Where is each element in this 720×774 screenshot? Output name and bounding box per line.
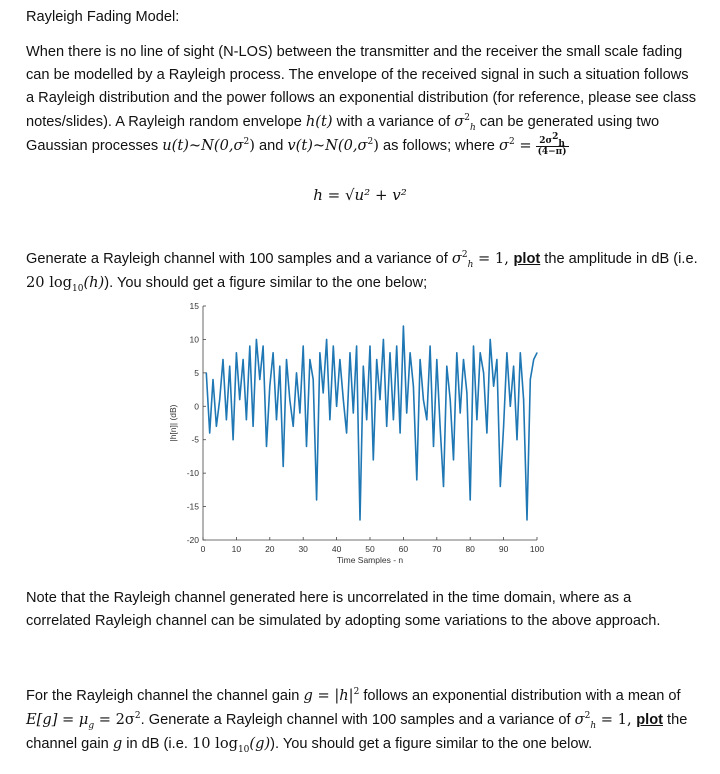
data-point bbox=[409, 352, 410, 353]
data-point bbox=[399, 432, 400, 433]
data-point bbox=[393, 419, 394, 420]
data-point bbox=[266, 446, 267, 447]
x-tick-label: 30 bbox=[298, 544, 308, 554]
data-point bbox=[346, 432, 347, 433]
data-point bbox=[216, 426, 217, 427]
data-point bbox=[473, 346, 474, 347]
data-point bbox=[430, 346, 431, 347]
data-point bbox=[420, 359, 421, 360]
data-point bbox=[279, 366, 280, 367]
data-point bbox=[480, 352, 481, 353]
data-point bbox=[446, 366, 447, 367]
data-point bbox=[516, 439, 517, 440]
data-point bbox=[523, 399, 524, 400]
data-point bbox=[466, 392, 467, 393]
data-point bbox=[496, 359, 497, 360]
data-point bbox=[239, 399, 240, 400]
data-point bbox=[333, 346, 334, 347]
data-point bbox=[269, 386, 270, 387]
data-point bbox=[373, 459, 374, 460]
data-point bbox=[433, 446, 434, 447]
data-point bbox=[440, 426, 441, 427]
y-tick-label: -20 bbox=[186, 535, 199, 545]
data-point bbox=[426, 419, 427, 420]
data-point bbox=[369, 346, 370, 347]
paragraph-task-gain: For the Rayleigh channel the channel gain $g = |h|^2$ follows an exponential distribution with a mean of $E[g] = \mu_g = 2\sigma^2$. Generate a Rayleigh channel with 100 samples and a variance of $\sigma^2_h = 1$, plot the channel gain g in dB (i.e. 10 $\log_{10}(g)$). You should get a figure similar to the one below. bbox=[26, 687, 688, 755]
y-tick-label: 10 bbox=[189, 334, 199, 345]
data-point bbox=[413, 386, 414, 387]
data-point bbox=[456, 352, 457, 353]
data-point bbox=[396, 346, 397, 347]
x-tick-label: 10 bbox=[231, 544, 242, 554]
y-tick-label: 15 bbox=[189, 301, 199, 311]
data-point bbox=[222, 359, 223, 360]
data-point bbox=[463, 359, 464, 360]
x-tick-label: 20 bbox=[265, 544, 275, 554]
data-point bbox=[536, 352, 537, 353]
data-point bbox=[436, 359, 437, 360]
plot-keyword: plot bbox=[513, 251, 541, 267]
data-point bbox=[490, 339, 491, 340]
data-point bbox=[249, 346, 250, 347]
data-point bbox=[443, 486, 444, 487]
data-point bbox=[329, 419, 330, 420]
rayleigh-amplitude-chart bbox=[165, 298, 565, 580]
data-point bbox=[226, 419, 227, 420]
data-point bbox=[276, 419, 277, 420]
data-point bbox=[376, 359, 377, 360]
data-point bbox=[453, 459, 454, 460]
data-point bbox=[406, 412, 407, 413]
data-point bbox=[359, 519, 360, 520]
x-tick-label: 0 bbox=[200, 544, 206, 554]
paragraph-task-amplitude: Generate a Rayleigh channel with 100 samples and a variance of $\sigma^2_h = 1$, plot the amplitude in dB (i.e. 20 $\log_{10}(h)$). You should get a figure similar to the one below; bbox=[26, 250, 698, 294]
data-point bbox=[460, 412, 461, 413]
data-point bbox=[403, 325, 404, 326]
data-point bbox=[319, 352, 320, 353]
data-point bbox=[520, 352, 521, 353]
data-point bbox=[500, 486, 501, 487]
data-point bbox=[283, 466, 284, 467]
y-tick-label: -10 bbox=[186, 468, 199, 479]
data-point bbox=[343, 399, 344, 400]
y-tick-label: 5 bbox=[194, 367, 199, 378]
x-tick-label: 80 bbox=[465, 544, 475, 554]
data-point bbox=[242, 359, 243, 360]
data-point bbox=[296, 372, 297, 373]
data-point bbox=[339, 359, 340, 360]
data-point bbox=[366, 419, 367, 420]
data-point bbox=[313, 379, 314, 380]
section-heading: Rayleigh Fading Model: bbox=[26, 9, 180, 25]
data-point bbox=[386, 426, 387, 427]
data-point bbox=[383, 339, 384, 340]
data-point bbox=[263, 346, 264, 347]
x-tick-label: 60 bbox=[398, 544, 409, 554]
data-point bbox=[486, 432, 487, 433]
data-point bbox=[273, 352, 274, 353]
data-point bbox=[246, 419, 247, 420]
paragraph-intro: When there is no line of sight (N-LOS) between the transmitter and the receiver the small scale fading can be modelled by a Rayleigh process. The envelope of the received signal in such a situation follows a Rayleigh distribution and the power follows an exponential distribution (for reference, please see class notes/slides). A Rayleigh random envelope h(t) with a variance of $\sigma^2_h$ can be generated using two Gaussian processes $u(t)\sim N(0,\sigma^2)$ and $v(t)\sim N(0,\sigma^2)$ as follows; where $\sigma^2$ = $\frac{2\sigma^2_h}{(4-\pi)}$ bbox=[26, 44, 697, 157]
data-point bbox=[289, 399, 290, 400]
data-point bbox=[533, 359, 534, 360]
data-point bbox=[503, 426, 504, 427]
data-point bbox=[326, 339, 327, 340]
data-point bbox=[530, 379, 531, 380]
data-point bbox=[470, 499, 471, 500]
variance-fraction: $\frac{2\sigma^2_h}{(4-\pi)}$ bbox=[537, 131, 567, 157]
y-tick-label: 0 bbox=[194, 401, 199, 412]
data-point bbox=[336, 406, 337, 407]
data-point bbox=[293, 426, 294, 427]
data-point bbox=[286, 359, 287, 360]
data-point bbox=[450, 399, 451, 400]
data-point bbox=[316, 499, 317, 500]
data-point bbox=[476, 419, 477, 420]
data-point bbox=[526, 519, 527, 520]
data-point bbox=[212, 379, 213, 380]
data-point bbox=[323, 392, 324, 393]
x-axis-label: Time Samples - n bbox=[336, 555, 404, 565]
data-point bbox=[379, 399, 380, 400]
data-point bbox=[513, 366, 514, 367]
y-tick-label: -5 bbox=[191, 434, 199, 445]
data-point bbox=[349, 352, 350, 353]
data-point bbox=[299, 412, 300, 413]
data-point bbox=[423, 399, 424, 400]
data-point bbox=[209, 432, 210, 433]
data-point bbox=[510, 406, 511, 407]
x-tick-label: 90 bbox=[498, 544, 509, 554]
data-point bbox=[256, 339, 257, 340]
y-tick-label: -15 bbox=[186, 501, 199, 512]
data-point bbox=[229, 366, 230, 367]
data-point bbox=[356, 346, 357, 347]
x-tick-label: 50 bbox=[365, 544, 375, 554]
data-point bbox=[309, 359, 310, 360]
data-point bbox=[259, 379, 260, 380]
x-tick-label: 100 bbox=[529, 544, 545, 554]
data-point bbox=[232, 439, 233, 440]
plot-keyword: plot bbox=[636, 712, 663, 728]
y-axis-label: |h[n]| (dB) bbox=[168, 404, 178, 442]
x-tick-label: 70 bbox=[432, 544, 442, 554]
x-tick-label: 40 bbox=[331, 544, 342, 554]
data-point bbox=[483, 372, 484, 373]
data-point bbox=[506, 352, 507, 353]
data-point bbox=[303, 346, 304, 347]
data-point bbox=[363, 366, 364, 367]
paragraph-note: Note that the Rayleigh channel generated here is uncorrelated in the time domain, where as a correlated Rayleigh channel can be simulated by adopting some variations to the above approach. bbox=[26, 590, 661, 629]
data-point bbox=[389, 352, 390, 353]
data-point bbox=[493, 386, 494, 387]
data-point bbox=[236, 352, 237, 353]
data-point bbox=[416, 479, 417, 480]
data-point bbox=[306, 446, 307, 447]
envelope-equation: h = √u² + v² bbox=[313, 186, 407, 204]
data-point bbox=[353, 412, 354, 413]
data-point bbox=[253, 426, 254, 427]
data-point bbox=[219, 399, 220, 400]
